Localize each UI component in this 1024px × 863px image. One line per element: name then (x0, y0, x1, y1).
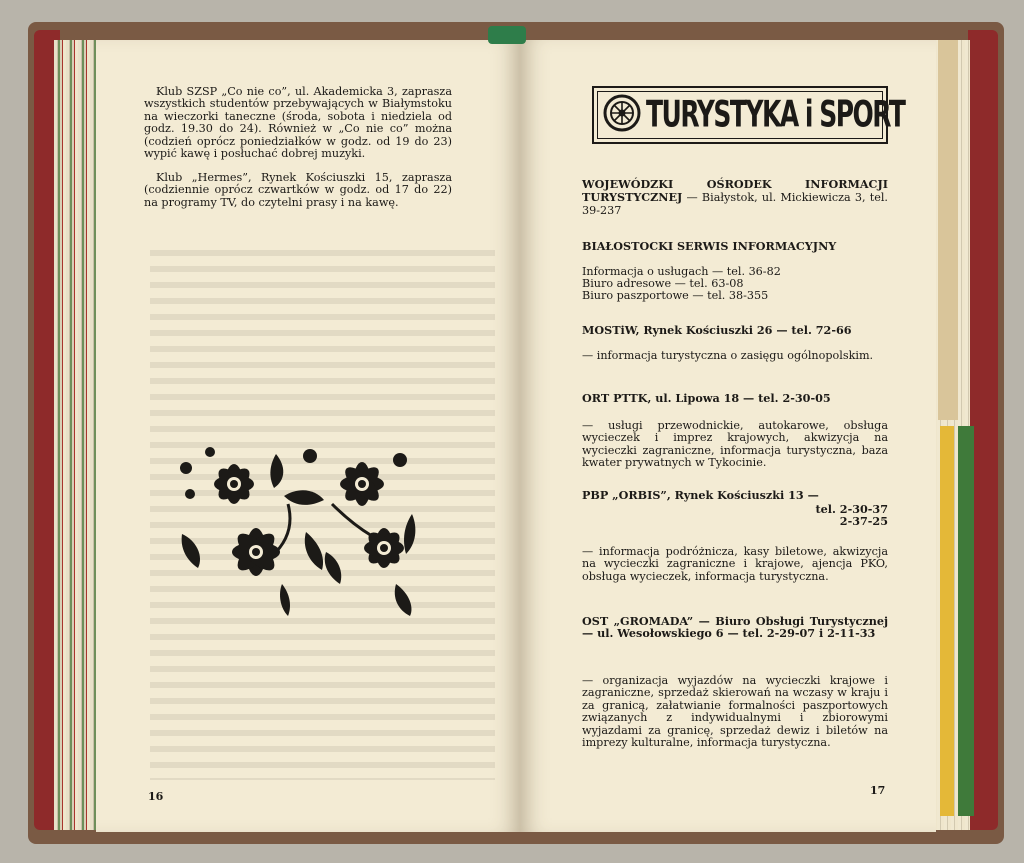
serwis-line-1: Informacja o usługach — tel. 36-82 (582, 265, 781, 278)
index-tab-tan (938, 40, 958, 420)
left-paragraph-1: Klub SZSP „Co nie co”, ul. Akademicka 3, zaprasza wszystkich studentów przebywających w Białymstoku na wieczorki taneczne (środa, sobota i niedziela od godz. 19.30 do 24). Również w „Co nie co” można (codzień oprócz poniedziałków w godz. od 19 do 23) wypić kawę i posłuchać dobrej muzyki. (144, 85, 452, 161)
page-number-left: 16 (148, 790, 164, 803)
entry-heading-gromada: OST „GROMADA” — Biuro Obsługi Turystycznej — ul. Wesołowskiego 6 — tel. 2-29-07 i 2-11-33 (582, 614, 888, 641)
entry-heading: WOJEWÓDZKI OŚRODEK INFORMACJI TURYSTYCZNEJ (582, 177, 888, 205)
index-tab-green (958, 426, 974, 816)
serwis-line-2: Biuro adresowe — tel. 63-08 (582, 277, 744, 290)
floral-ornament-icon (176, 444, 420, 624)
entry-heading-orbis: PBP „ORBIS”, Rynek Kościuszki 13 — (582, 488, 819, 502)
orbis-phone-2: 2-37-25 (839, 514, 888, 528)
entry-text-gromada: — organizacja wyjazdów na wycieczki krajowe i zagraniczne, sprzedaż skierowań na wczasy w kraju i za granicą, załatwianie formalności paszportowych związanych z indywidualnymi i zbiorowymi wyjazdami za granicę, sprzedaż dewiz i biletów na imprezy kulturalne, informacja turystyczna. (582, 674, 888, 750)
ribbon-bookmark (488, 26, 526, 44)
left-paragraph-2: Klub „Hermes”, Rynek Kościuszki 15, zaprasza (codziennie oprócz czwartków w godz. od 17 do 22) na programy TV, do czytelni prasy i na kawę. (144, 171, 452, 209)
entry-heading-pttk: ORT PTTK, ul. Lipowa 18 — tel. 2-30-05 (582, 391, 831, 405)
entry-heading-serwis: BIAŁOSTOCKI SERWIS INFORMACYJNY (582, 239, 837, 253)
serwis-line-3: Biuro paszportowe — tel. 38-355 (582, 289, 769, 302)
section-banner-title: TURYSTYKA i SPORT (646, 93, 905, 136)
index-tab-yellow (940, 426, 954, 816)
page-number-right: 17 (870, 784, 886, 797)
orbis-phone-1: tel. 2-30-37 (815, 502, 888, 516)
tourism-emblem-icon (602, 93, 642, 133)
entry-heading-mostiw: MOSTiW, Rynek Kościuszki 26 — tel. 72-66 (582, 323, 852, 337)
entry-wojewodzki (582, 178, 888, 217)
section-banner (592, 86, 905, 144)
entry-text-pttk: — usługi przewodnickie, autokarowe, obsługa wycieczek i imprez krajowych, akwizycja na wycieczki zagraniczne, informacja turystyczna, baza kwater prywatnych w Tykocinie. (582, 419, 888, 470)
entry-text-mostiw: — informacja turystyczna o zasięgu ogólnopolskim. (582, 349, 874, 362)
entry-text-orbis: — informacja podróżnicza, kasy biletowe, akwizycja na wycieczki zagraniczne i krajowe, ajencja PKO, obsługa wycieczek, informacja turystyczna. (582, 545, 888, 583)
entry-text: — Białystok, ul. Mickiewicza 3, tel. 39-237 (582, 191, 888, 217)
page-edges-left (54, 40, 98, 830)
